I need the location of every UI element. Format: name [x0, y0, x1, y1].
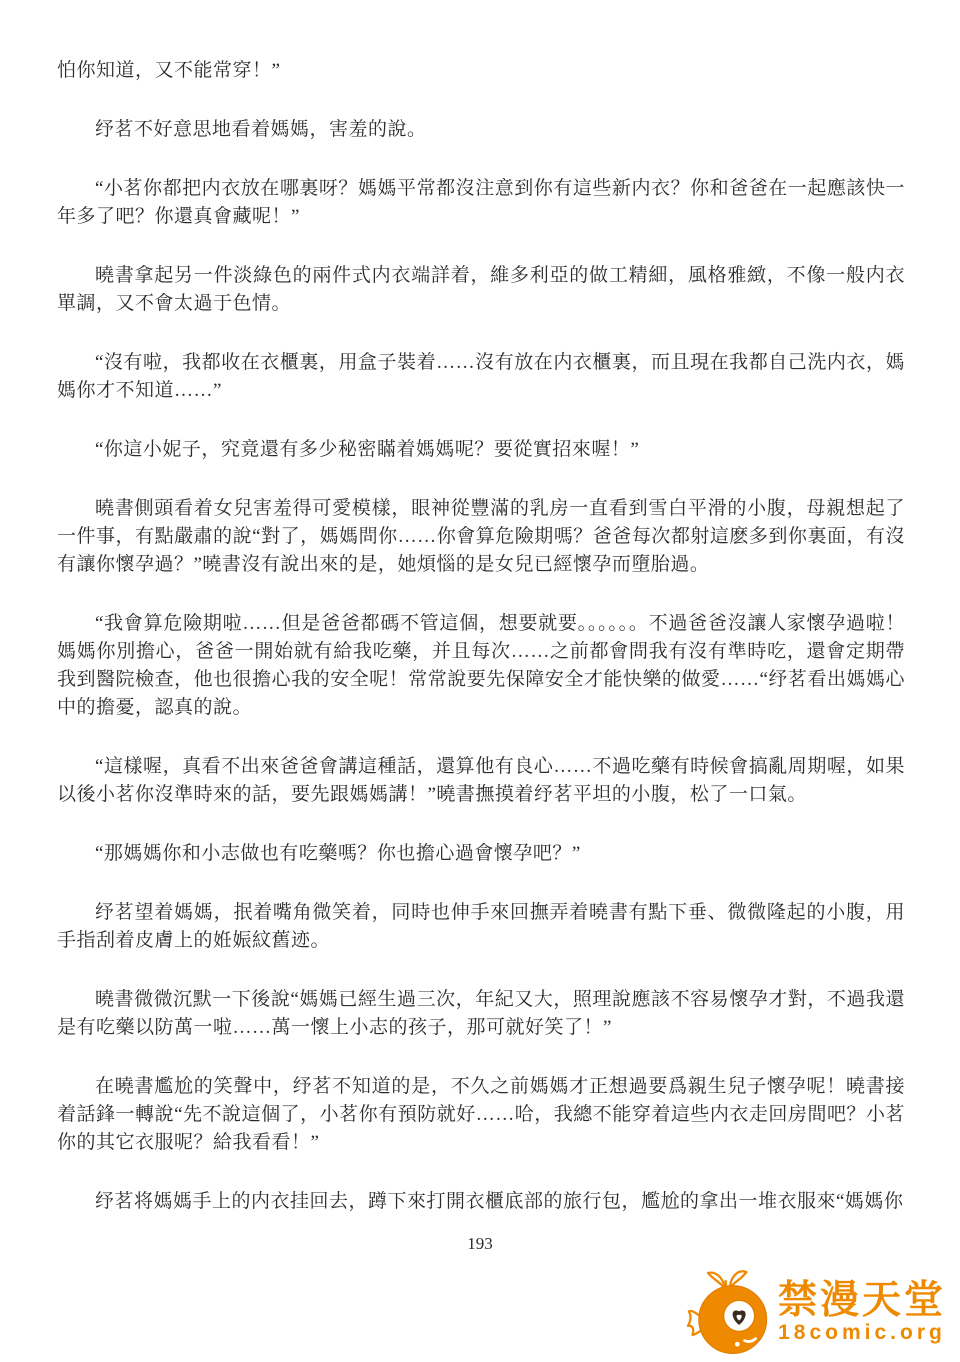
paragraph: “小茗你都把内衣放在哪裏呀？媽媽平常都沒注意到你有這些新内衣？你和爸爸在一起應該快一年多了吧？你還真會藏呢！”	[57, 178, 905, 227]
text-body	[57, 57, 905, 1247]
whale-mascot-icon	[684, 1262, 776, 1362]
paragraph: “你這小妮子，究竟還有多少秘密瞞着媽媽呢？要從實招來喔！”	[95, 439, 640, 460]
paragraph: “那媽媽你和小志做也有吃藥嗎？你也擔心過會懷孕吧？”	[95, 843, 581, 864]
paragraph: 纾茗将媽媽手上的内衣挂回去，蹲下來打開衣櫃底部的旅行包，尷尬的拿出一堆衣服來“媽媽你	[95, 1191, 904, 1212]
paragraph: 曉書拿起另一件淡綠色的兩件式内衣端詳着，維多利亞的做工精細，風格雅緻，不像一般内衣單調，又不會太過于色情。	[57, 265, 905, 314]
paragraph: 怕你知道，又不能常穿！”	[57, 60, 281, 81]
paragraph: “沒有啦，我都收在衣櫃裏，用盒子裝着……沒有放在内衣櫃裏，而且現在我都自己洗内衣，媽媽你才不知道……”	[57, 352, 905, 401]
page-number: 193	[467, 1234, 493, 1253]
paragraph: 在曉書尷尬的笑聲中，纾茗不知道的是，不久之前媽媽才正想過要爲親生兒子懷孕呢！曉書接着話鋒一轉說“先不說這個了，小茗你有預防就好……哈，我總不能穿着這些内衣走回房間吧？小茗你的其它衣服呢？給我看看！”	[57, 1076, 905, 1153]
site-url: 18comic.org	[778, 1321, 946, 1344]
paragraph: 曉書側頭看着女兒害羞得可愛模樣，眼神從豐滿的乳房一直看到雪白平滑的小腹，母親想起了一件事，有點嚴肅的說“對了，媽媽問你……你會算危險期嗎？爸爸每次都射這麽多到你裏面，有沒有讓你懷孕過？”曉書沒有說出來的是，她煩惱的是女兒已經懷孕而墮胎過。	[57, 498, 905, 575]
watermark-logo	[684, 1262, 946, 1362]
paragraph: 曉書微微沉默一下後說“媽媽已經生過三次，年紀又大，照理說應該不容易懷孕才對，不過我還是有吃藥以防萬一啦……萬一懷上小志的孩子，那可就好笑了！”	[57, 989, 905, 1038]
brand-text-block	[778, 1281, 946, 1343]
paragraph: 纾茗不好意思地看着媽媽，害羞的說。	[95, 119, 427, 140]
paragraph: “我會算危險期啦……但是爸爸都碼不管這個，想要就要。。。。。。不過爸爸沒讓人家懷孕過啦！媽媽你別擔心，爸爸一開始就有給我吃藥，并且每次……之前都會問我有沒有準時吃，還會定期帶我到醫院檢查，他也很擔心我的安全呢！常常說要先保障安全才能快樂的做愛……“纾茗看出媽媽心中的擔憂，認真的說。	[57, 613, 905, 718]
brand-name: 禁漫天堂	[777, 1279, 946, 1322]
paragraph: “這樣喔，真看不出來爸爸會講這種話，還算他有良心……不過吃藥有時候會搞亂周期喔，如果以後小茗你沒準時來的話，要先跟媽媽講！”曉書撫摸着纾茗平坦的小腹，松了一口氣。	[57, 756, 905, 805]
paragraph: 纾茗望着媽媽，抿着嘴角微笑着，同時也伸手來回撫弄着曉書有點下垂、微微隆起的小腹，用手指刮着皮膚上的姙娠紋舊迹。	[57, 902, 905, 951]
